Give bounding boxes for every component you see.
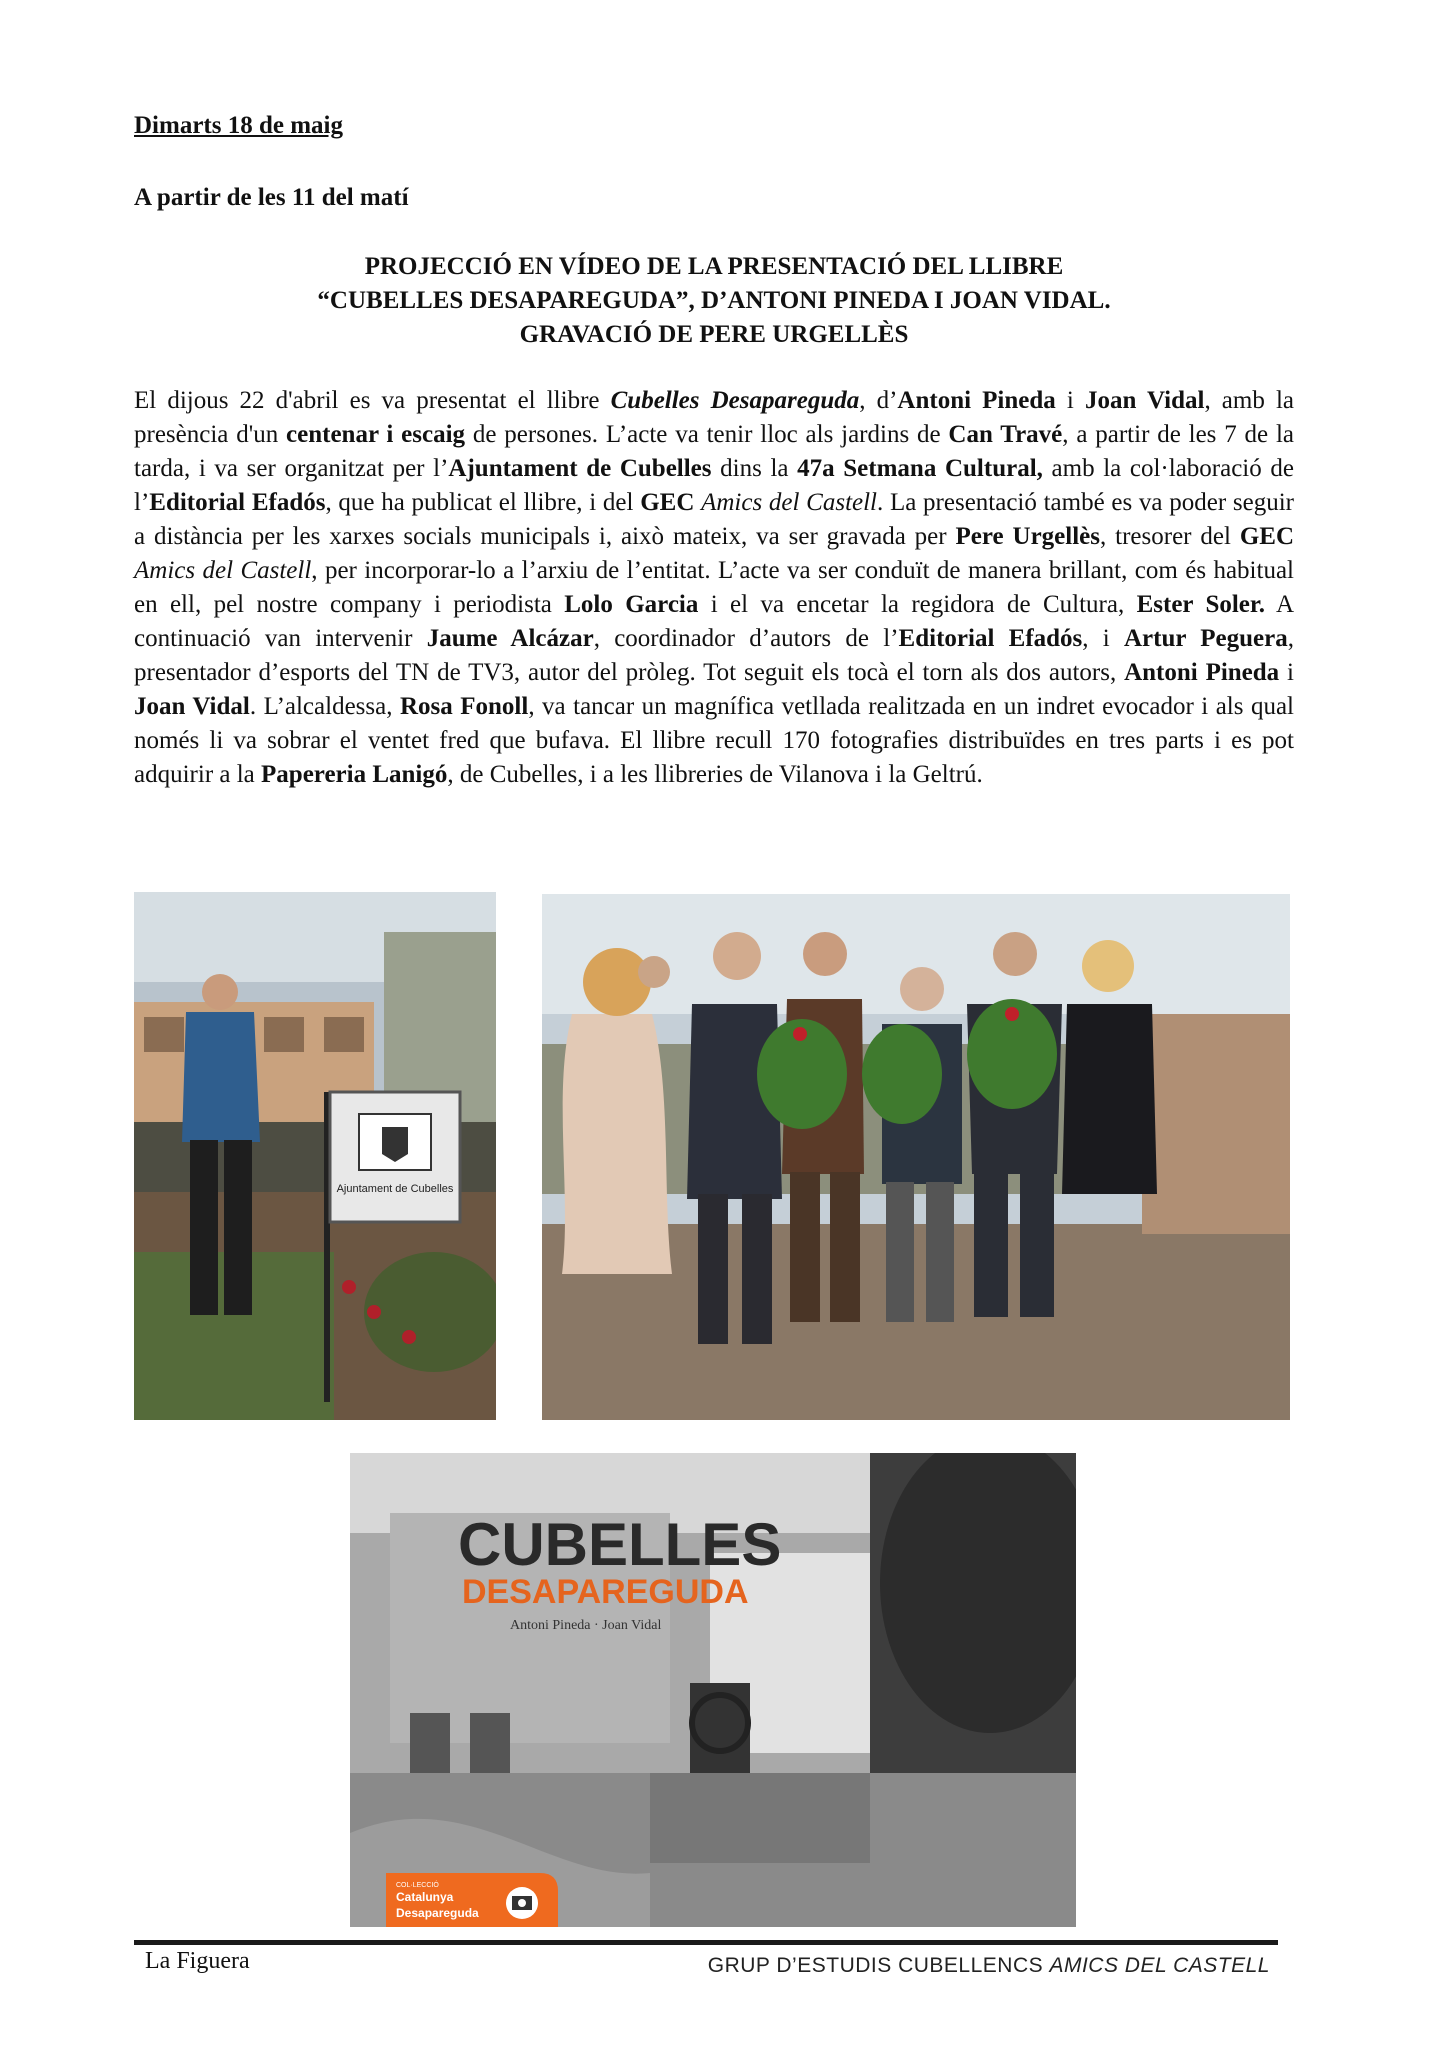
- footer-organization: GRUP D’ESTUDIS CUBELLENCS AMICS DEL CASTELL: [707, 1954, 1270, 1977]
- heading-line-3: GRAVACIÓ DE PERE URGELLÈS: [519, 321, 909, 348]
- event-heading: [134, 250, 1294, 352]
- book-subtitle: DESAPAREGUDA: [462, 1573, 749, 1611]
- group-photo: [542, 894, 1290, 1420]
- speaker-photo: [134, 892, 496, 1420]
- book-cover-image: [350, 1453, 1076, 1927]
- book-title: CUBELLES: [458, 1511, 782, 1578]
- heading-line-1: PROJECCIÓ EN VÍDEO DE LA PRESENTACIÓ DEL LLIBRE: [364, 253, 1064, 280]
- heading-line-2: “CUBELLES DESAPAREGUDA”, D’ANTONI PINEDA I JOAN VIDAL.: [317, 287, 1111, 314]
- collection-line-1: Catalunya: [396, 1890, 454, 1904]
- event-time: A partir de les 11 del matí: [134, 184, 409, 211]
- book-authors: Antoni Pineda · Joan Vidal: [510, 1618, 662, 1633]
- lectern-sign-text: Ajuntament de Cubelles: [336, 1183, 454, 1195]
- article-paragraph: El dijous 22 d'abril es va presentat el llibre Cubelles Desapareguda, d’Antoni Pineda i Joan Vidal, amb la presència d'un centenar i escaig de persones. L’acte va tenir lloc als jardins de Can Travé, a partir de les 7 de la tarda, i va ser organitzat per l’Ajuntament de Cubelles dins la 47a Setmana Cultural, amb la col·laboració de l’Editorial Efadós, que ha publicat el llibre, i del GEC Amics del Castell. La presentació també es va poder seguir a distància per les xarxes socials municipals i, això mateix, va ser gravada per Pere Urgellès, tresorer del GEC Amics del Castell, per incorporar-lo a l’arxiu de l’entitat. L’acte va ser conduït de manera brillant, com és habitual en ell, pel nostre company i periodista Lolo Garcia i el va encetar la regidora de Cultura, Ester Soler. A continuació van intervenir Jaume Alcázar, coordinador d’autors de l’Editorial Efadós, i Artur Peguera, presentador d’esports del TN de TV3, autor del pròleg. Tot seguit els tocà el torn als dos autors, Antoni Pineda i Joan Vidal. L’alcaldessa, Rosa Fonoll, va tancar un magnífica vetllada realitzada en un indret evocador i als qual només li va sobrar el ventet fred que bufava. El llibre recull 170 fotografies distribuïdes en tres parts i es pot adquirir a la Papereria Lanigó, de Cubelles, i a les llibreries de Vilanova i la Geltrú.: [134, 387, 1295, 788]
- collection-line-2: Desapareguda: [396, 1906, 479, 1920]
- footer-divider: [134, 1940, 1278, 1945]
- camera-icon: [506, 1887, 538, 1919]
- collection-label: COL·LECCIÓ: [396, 1882, 439, 1889]
- event-date: Dimarts 18 de maig: [134, 112, 343, 139]
- footer-publication-name: La Figuera: [145, 1948, 250, 1974]
